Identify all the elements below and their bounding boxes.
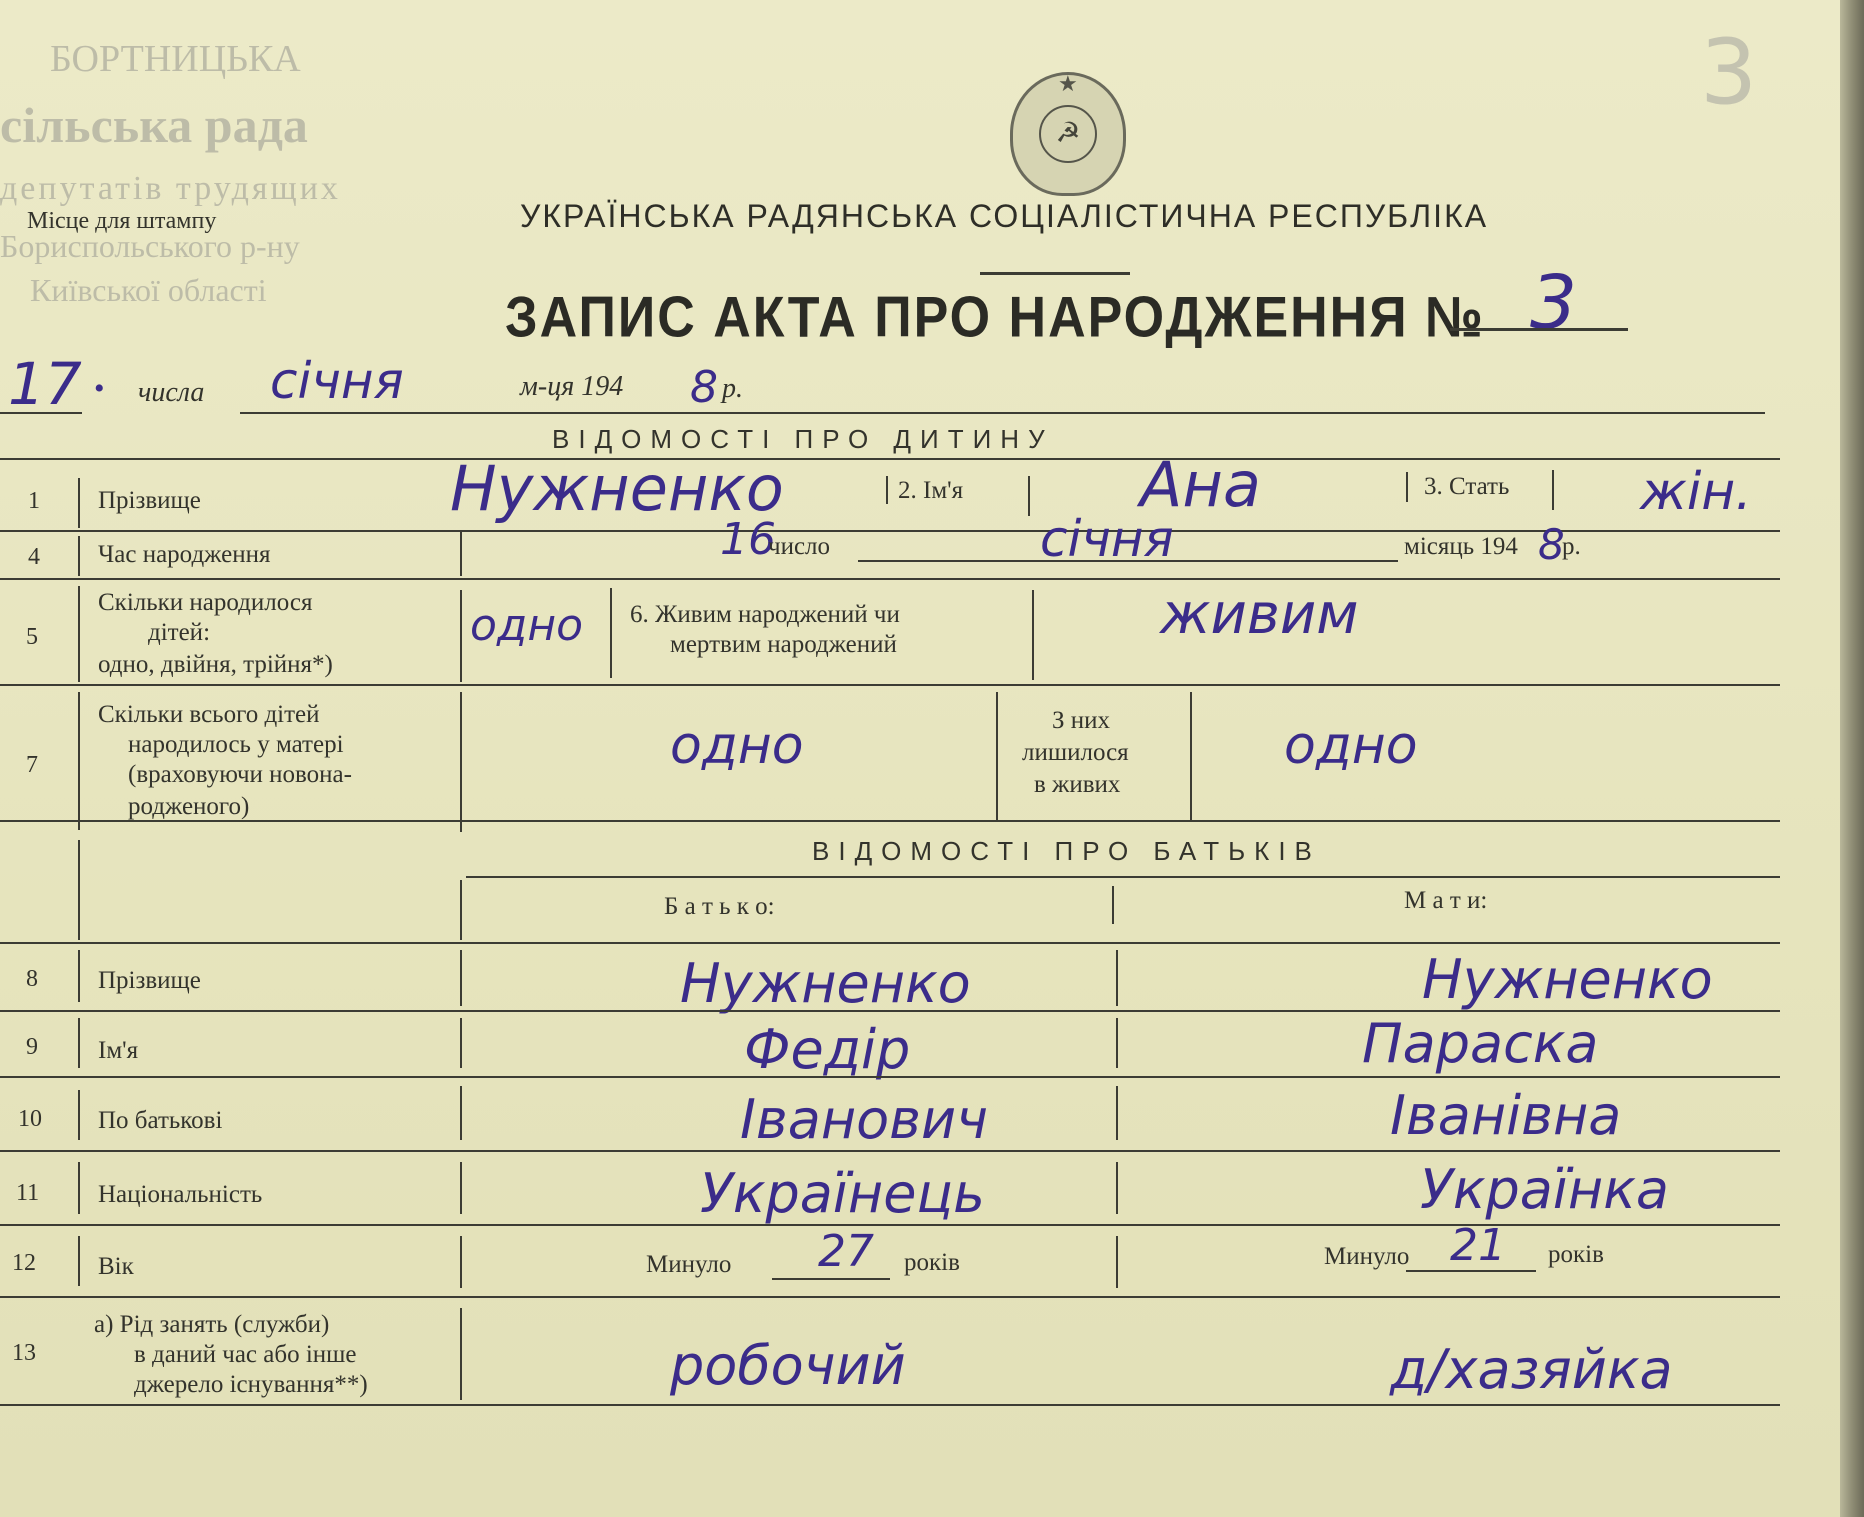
label-col-divider-r13	[460, 1308, 462, 1400]
mother-age: 21	[1450, 1220, 1506, 1271]
age-label: Вік	[98, 1253, 134, 1280]
rule-r7	[0, 820, 1780, 822]
row-8-number: 8	[26, 966, 38, 992]
surv-value: одно	[1284, 716, 1418, 776]
rule-parents-heading	[466, 876, 1780, 878]
father-patronymic: Іванович	[740, 1088, 989, 1151]
num-col-divider-r11	[78, 1162, 80, 1214]
child-sex-label: 3. Стать	[1424, 473, 1510, 500]
parents-col-divider-r10	[1116, 1086, 1118, 1140]
stamp-line-2: сільська рада	[0, 97, 308, 153]
father-name: Федір	[744, 1018, 911, 1081]
parents-col-divider-r11	[1116, 1162, 1118, 1214]
row-10-number: 10	[18, 1106, 42, 1132]
date-underline-1	[0, 412, 82, 414]
hammer-sickle-icon: ☭	[1039, 105, 1097, 163]
rule-r5	[0, 684, 1780, 686]
surv-divider-l	[996, 692, 998, 820]
record-number-line	[1450, 328, 1628, 331]
rule-r9	[0, 1076, 1780, 1078]
sex-divider	[1406, 472, 1408, 502]
count-label-3: одно, двійня, трійня*)	[98, 651, 333, 678]
count-label-2: дітей:	[148, 619, 211, 646]
child-section-heading: ВІДОМОСТІ ПРО ДИТИНУ	[552, 424, 1054, 454]
num-col-divider-r8	[78, 950, 80, 1002]
row-7-number: 7	[26, 752, 38, 778]
record-month: січня	[270, 352, 404, 410]
father-age: 27	[818, 1226, 874, 1277]
sex-divider-r	[1552, 470, 1554, 510]
parent-name-label: Ім'я	[98, 1037, 139, 1064]
count-value-divider	[610, 588, 612, 678]
surv-divider-r	[1190, 692, 1192, 820]
rule-r10	[0, 1150, 1780, 1152]
parents-col-divider-r12	[1116, 1236, 1118, 1288]
birth-day: 16	[720, 514, 776, 565]
header-dash	[980, 272, 1130, 275]
birth-label: Час народження	[98, 541, 271, 568]
surv-label-1: З них	[1052, 707, 1111, 734]
surv-label-2: лишилося	[1022, 739, 1129, 766]
occupation-label-1: а) Рід занять (служби)	[94, 1311, 330, 1338]
parents-col-divider-r8	[1116, 950, 1118, 1006]
row-1-number: 1	[28, 488, 40, 514]
row-11-number: 11	[16, 1180, 40, 1206]
mother-nationality: Українка	[1420, 1158, 1669, 1221]
child-sex-value: жін.	[1640, 462, 1752, 522]
stamp-line-4: Бориспольського р-ну	[0, 228, 300, 264]
alive-value: живим	[1160, 582, 1359, 647]
mother-occupation: д/хазяйка	[1390, 1338, 1673, 1401]
label-col-divider-hdr	[460, 880, 462, 940]
father-age-underline	[772, 1278, 890, 1280]
total-label-4: родженого)	[128, 793, 250, 820]
row-13-number: 13	[12, 1340, 36, 1366]
parents-col-divider-r9	[1116, 1018, 1118, 1068]
birth-year-digit: 8	[1538, 520, 1565, 569]
num-col-divider-r9	[78, 1018, 80, 1068]
alive-label-2: мертвим народжений	[670, 631, 897, 658]
label-col-divider-r7	[460, 692, 462, 832]
nationality-label: Національність	[98, 1181, 263, 1208]
corner-mark: 3	[1700, 20, 1758, 125]
document-title: ЗАПИС АКТА ПРО НАРОДЖЕННЯ №	[505, 286, 1486, 350]
mother-name: Параска	[1362, 1012, 1599, 1075]
mother-patronymic: Іванівна	[1390, 1084, 1622, 1147]
rule-child-top	[0, 458, 1780, 460]
row-9-number: 9	[26, 1034, 38, 1060]
birth-underline	[858, 560, 1398, 562]
rule-r4	[0, 578, 1780, 580]
mother-age-passed: Минуло	[1324, 1243, 1410, 1270]
child-name-value: Ана	[1140, 448, 1261, 521]
label-col-divider-r9	[460, 1018, 462, 1068]
total-value: одно	[670, 716, 804, 776]
row-5-number: 5	[26, 624, 38, 650]
name-divider-l	[886, 476, 888, 504]
day-dot: •	[94, 372, 105, 405]
year-suffix: р.	[722, 373, 743, 404]
row-4-number: 4	[28, 544, 40, 570]
page-edge-shadow	[1840, 0, 1864, 1517]
alive-label-1: 6. Живим народжений чи	[630, 601, 900, 628]
father-nationality: Українець	[700, 1162, 986, 1225]
father-age-passed: Минуло	[646, 1251, 732, 1278]
child-surname-label: Прізвище	[98, 487, 201, 514]
record-number: 3	[1530, 260, 1578, 346]
mother-heading: М а т и:	[1404, 887, 1488, 914]
child-surname-value: Нужненко	[450, 452, 784, 525]
num-col-divider-r7	[78, 692, 80, 830]
mother-age-unit: років	[1548, 1241, 1604, 1268]
count-value: одно	[470, 600, 584, 651]
birth-month-label: місяць 194	[1404, 533, 1518, 560]
stamp-place-label: Місце для штампу	[27, 208, 217, 234]
name-divider-r	[1028, 476, 1030, 516]
rule-parents-columns	[0, 942, 1780, 944]
father-age-unit: років	[904, 1249, 960, 1276]
num-col-divider-r5	[78, 586, 80, 682]
num-col-divider-r12	[78, 1236, 80, 1286]
alive-divider	[1032, 590, 1034, 680]
parent-patronymic-label: По батькові	[98, 1107, 223, 1134]
birth-month: січня	[1040, 510, 1174, 568]
rule-r13	[0, 1404, 1780, 1406]
label-col-divider-r5	[460, 590, 462, 682]
num-col-divider-r1	[78, 478, 80, 528]
birth-day-label: число	[768, 533, 831, 560]
stamp-line-5: Київської області	[30, 272, 267, 308]
record-year-digit: 8	[690, 362, 718, 413]
count-label-1: Скільки народилося	[98, 589, 313, 616]
surv-label-3: в живих	[1034, 771, 1121, 798]
row-12-number: 12	[12, 1250, 36, 1276]
num-col-divider-r10	[78, 1090, 80, 1140]
parent-surname-label: Прізвище	[98, 967, 201, 994]
rule-r12	[0, 1296, 1780, 1298]
total-label-3: (враховуючи новона-	[128, 761, 352, 788]
mother-age-underline	[1406, 1270, 1536, 1272]
total-label-2: народилось у матері	[128, 731, 344, 758]
occupation-label-3: джерело існування**)	[134, 1371, 368, 1398]
label-col-divider-r12	[460, 1236, 462, 1288]
label-col-divider-r8	[460, 950, 462, 1006]
month-label: м-ця 194	[520, 371, 624, 402]
stamp-line-3: депутатів трудящих	[0, 170, 341, 207]
date-underline-2	[240, 412, 1765, 414]
parents-col-divider-hdr	[1112, 886, 1114, 924]
child-name-label: 2. Ім'я	[898, 477, 964, 504]
label-col-divider-r4	[460, 530, 462, 576]
parents-section-heading: ВІДОМОСТІ ПРО БАТЬКІВ	[812, 836, 1321, 866]
day-label: числа	[138, 377, 205, 408]
birth-year-suffix: р.	[1562, 533, 1581, 560]
total-label-1: Скільки всього дітей	[98, 701, 320, 728]
num-col-divider-r4	[78, 536, 80, 576]
label-col-divider-r11	[460, 1162, 462, 1214]
occupation-label-2: в даний час або інше	[134, 1341, 357, 1368]
father-surname: Нужненко	[680, 952, 971, 1015]
father-heading: Б а т ь к о:	[664, 893, 775, 920]
republic-title: УКРАЇНСЬКА РАДЯНСЬКА СОЦІАЛІСТИЧНА РЕСПУБЛІКА	[520, 198, 1489, 234]
star-icon: ★	[1058, 71, 1078, 96]
mother-surname: Нужненко	[1422, 948, 1713, 1011]
stamp-line-1: БОРТНИЦЬКА	[50, 38, 301, 80]
father-occupation: робочий	[670, 1334, 906, 1397]
record-day: 17	[8, 350, 82, 418]
label-col-divider-r10	[460, 1086, 462, 1140]
state-emblem	[1010, 72, 1126, 196]
rule-r11	[0, 1224, 1780, 1226]
num-col-divider-hdr	[78, 840, 80, 940]
